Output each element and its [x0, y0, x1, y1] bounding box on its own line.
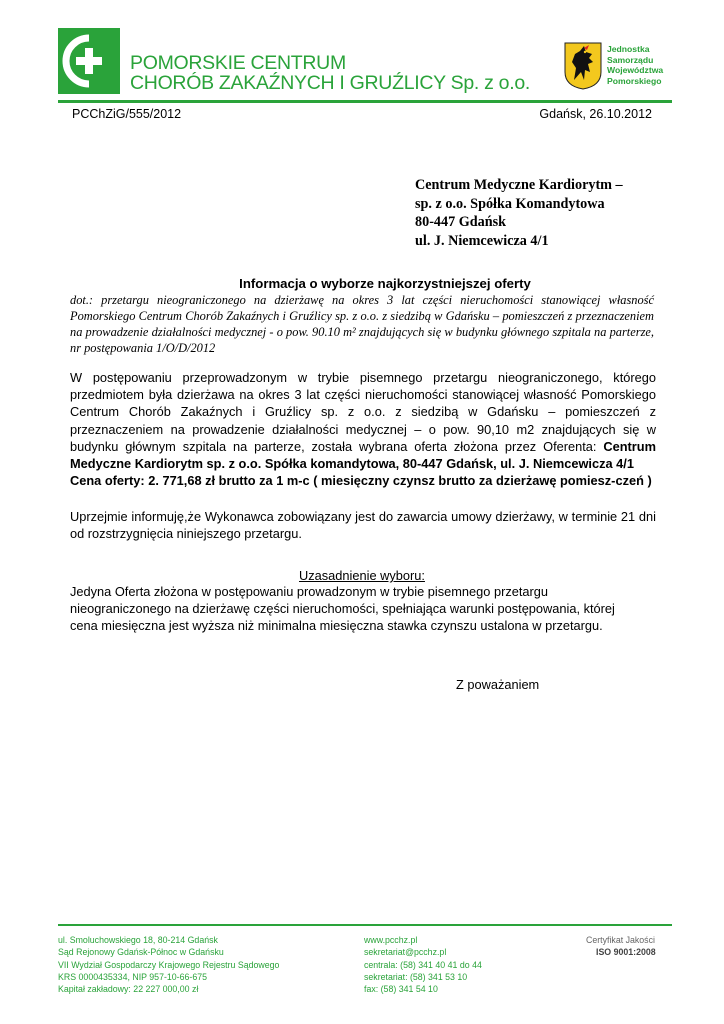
emblem-text-line: Pomorskiego — [607, 75, 662, 86]
justification-line: Jedyna Oferta złożona w postępowaniu prowadzonym w trybie pisemnego przetargu — [70, 584, 549, 599]
footer-email-link[interactable]: sekretariat@pcchz.pl — [364, 947, 447, 958]
organization-name — [130, 53, 530, 93]
footer-line: centrala: (58) 341 40 41 do 44 — [364, 959, 482, 970]
header-divider — [58, 100, 672, 103]
offer-price: Cena oferty: 2. 771,68 zł brutto za 1 m-c ( miesięczny czynsz brutto za dzierżawę pomiesz-czeń ) — [70, 473, 652, 489]
cross-logo-icon — [58, 28, 120, 94]
footer-website-link[interactable]: www.pcchz.pl — [364, 935, 418, 945]
emblem-text-line: Województwa — [607, 65, 664, 75]
offeror-name: Centrum Medyczne Kardiorytm sp. z o.o. Spółka komandytowa, 80-447 Gdańsk, ul. J. Niemcewicza 4/1 — [70, 438, 656, 472]
reference-number: PCChZiG/555/2012 — [72, 107, 182, 121]
quality-certificate — [586, 934, 656, 959]
footer-line: Kapitał zakładowy: 22 227 000,00 zł — [58, 984, 199, 995]
footer-contact-column — [364, 934, 482, 995]
offeror-label: Oferenta: — [543, 438, 604, 454]
document-title: Informacja o wyborze najkorzystniejszej oferty — [239, 276, 531, 291]
footer-line: VII Wydział Gospodarczy Krajowego Rejestru Sądowego — [58, 959, 280, 970]
decision-paragraph — [70, 369, 656, 489]
addressee-line: Centrum Medyczne Kardiorytm – — [415, 177, 623, 193]
justification-heading: Uzasadnienie wyboru: — [299, 568, 425, 583]
emblem-text-line: Samorządu — [607, 54, 654, 65]
footer-line: sekretariat: (58) 341 53 10 — [364, 971, 468, 982]
footer-line: Sąd Rejonowy Gdańsk-Północ w Gdańsku — [58, 947, 224, 958]
emblem-text-line: Jednostka — [607, 44, 650, 54]
decision-text: W postępowaniu przeprowadzonym w trybie pisemnego przetargu nieograniczonego, którego przedmiotem była dzierżawa na okres 3 lat części nieruchomości stanowiącej własność Pomorskiego Centrum Chorób Zakaźnych i Gruźlicy sp. z o.o. z siedzibą w Gdańsku – pomieszczeń z przeznaczeniem na prowadzenie działalności medycznej – o pow. 90,10 m2 znajdujących się w budynku głównym szpitala na parterze, została wybrana oferta złożona przez — [70, 370, 656, 454]
addressee-block — [415, 176, 623, 250]
org-name-line1: POMORSKIE CENTRUM — [130, 52, 346, 74]
regarding-text: dot.: przetargu nieograniczonego na dzierżawę na okres 3 lat części nieruchomości stanowiącej własność Pomorskiego Centrum Chorób Zakaźnych i Gruźlicy sp. z o.o. z siedzibą w Gdańsku – pomieszczeń z przeznaczeniem na prowadzenie działalności medycznej - o pow. 90.10 m² znajdujących się w budynku głównego szpitala na parterze, nr postępowania 1/O/D/2012 — [70, 293, 654, 355]
footer-address-column — [58, 934, 279, 995]
emblem-caption — [607, 44, 663, 86]
footer-line: fax: (58) 341 54 10 — [364, 984, 438, 995]
justification-paragraph — [70, 583, 656, 634]
iso-badge: ISO 9001:2008 — [596, 947, 656, 958]
addressee-line: sp. z o.o. Spółka Komandytowa — [415, 195, 605, 212]
addressee-line: ul. J. Niemcewicza 4/1 — [415, 232, 549, 249]
contract-paragraph: Uprzejmie informuję,że Wykonawca zobowiązany jest do zawarcia umowy dzierżawy, w terminie 21 dni od rozstrzygnięcia niniejszego przetargu. — [70, 509, 656, 542]
place-and-date: Gdańsk, 26.10.2012 — [539, 107, 652, 121]
regarding-note — [70, 292, 654, 356]
justification-line: cena miesięczna jest wyższa niż minimalna miesięczna stawka czynszu ustalona w przetargu. — [70, 618, 603, 633]
footer-line: ul. Smoluchowskiego 18, 80-214 Gdańsk — [58, 935, 218, 945]
org-name-line2: CHORÓB ZAKAŹNYCH I GRUŹLICY Sp. z o.o. — [130, 72, 530, 94]
griffin-coat-of-arms-icon — [564, 42, 602, 90]
footer-line: KRS 0000435334, NIP 957-10-66-675 — [58, 971, 208, 982]
addressee-line: 80-447 Gdańsk — [415, 214, 507, 230]
footer-divider — [58, 924, 672, 926]
closing-salutation: Z poważaniem — [456, 677, 540, 692]
certificate-label: Certyfikat Jakości — [586, 935, 655, 945]
justification-line: nieograniczonego na dzierżawę części nieruchomości, spełniająca warunki postępowania, której — [70, 601, 615, 616]
